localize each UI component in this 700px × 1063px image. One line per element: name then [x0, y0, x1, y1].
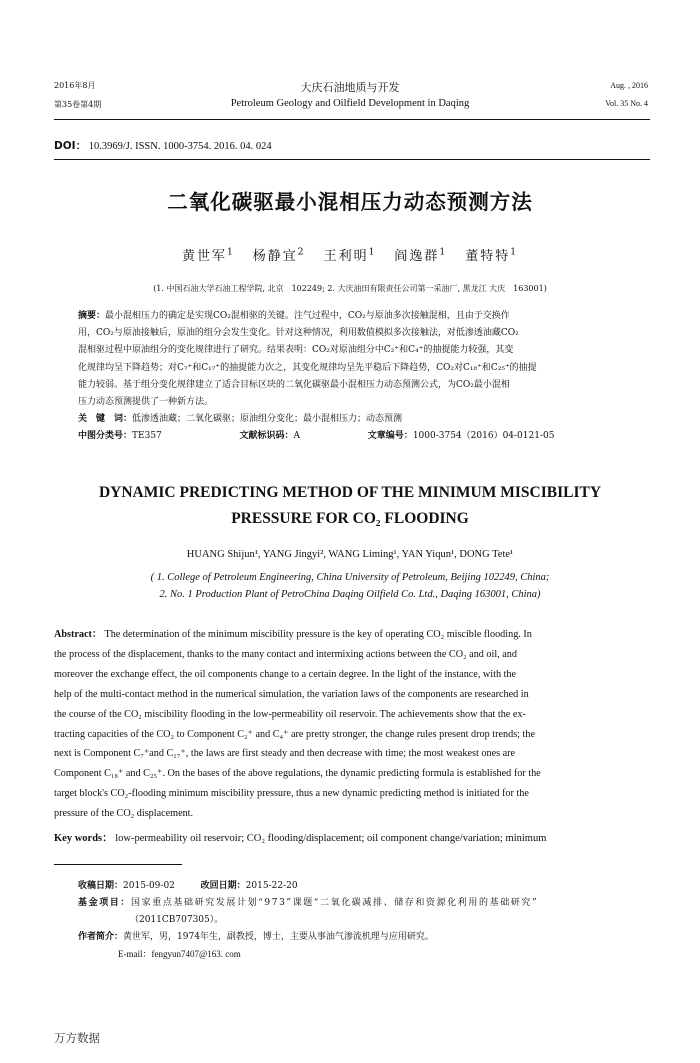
fund-line: 基金项目：国家重点基础研究发展计划“973”课题“二氧化碳减排、储存和资源化利用的基础研究”	[78, 898, 539, 908]
paper-title-en: DYNAMIC PREDICTING METHOD OF THE MINIMUM MISCIBILITY PRESSURE FOR CO₂ FLOODING	[98, 484, 602, 527]
journal-title-cn: 大庆石油地质与开发	[300, 81, 400, 94]
abstract-en-label: Abstract：	[54, 629, 103, 640]
author-cn-affiliation: 2	[297, 247, 306, 258]
abstract-en-line: Abstract： The determination of the minimum miscibility pressure is the key of operating CO₂ miscible flooding. In	[54, 629, 532, 640]
doi-rule	[54, 159, 650, 160]
abstract-en-line: next is Component C₇⁺and C₁₇⁺, the laws are first steady and then decrease with time; the most weakest ones are	[54, 748, 516, 760]
author-cn: 杨静宜$^2$	[252, 247, 306, 264]
author-email[interactable]: E-mail：fengyun7407@163. com	[118, 949, 241, 959]
authors-cn	[0, 245, 700, 264]
abstract-en	[54, 625, 650, 824]
author-cn: 黄世军$^1$	[181, 247, 235, 264]
keywords-cn-label: 关 键 词：	[78, 414, 133, 425]
journal-title-en: Petroleum Geology and Oilfield Development in Daqing	[230, 98, 470, 109]
author-cn: 董特特$^1$	[465, 247, 519, 264]
doi: DOI： 10.3969/J. ISSN. 1000-3754. 2016. 04. 024	[54, 140, 272, 152]
article-number: 1000-3754（2016）04-0121-05	[412, 431, 555, 442]
keywords-en-label: Key words：	[54, 833, 113, 844]
fund-number: （2011CB707305）。	[130, 915, 224, 925]
watermark: 万方数据	[54, 1031, 100, 1045]
abstract-en-line: the course of the CO₂ miscibility flooding in the low-permeability oil reservoir. The achievements show that the ex-	[54, 708, 526, 720]
header-date-en: Aug. , 2016	[610, 81, 648, 90]
received-date: 2015-09-02	[123, 881, 175, 891]
paper-title-cn: 二氧化碳驱最小混相压力动态预测方法	[167, 190, 533, 214]
header-volume-cn: 第35卷第4期	[54, 100, 102, 109]
abstract-cn-line: 能力较弱。基于组分变化规律建立了适合目标区块的二氧化碳驱最小混相压力动态预测公式，为CO₂最小混相	[78, 379, 510, 390]
clc-number: TE357	[132, 431, 162, 442]
abstract-cn-label: 摘要：	[78, 311, 106, 321]
abstract-cn-line: 化规律均呈下降趋势；对C₇⁺和C₁₇⁺的抽提能力次之，其变化规律均呈先平稳后下降趋势，CO₂对C₁₈⁺和C₂₅⁺的抽提	[78, 362, 537, 373]
revised-date: 2015-22-20	[245, 881, 298, 891]
abstract-cn	[78, 308, 620, 446]
header-rule	[54, 119, 650, 120]
abstract-cn-line: 压力动态预测提供了一种新方法。	[78, 397, 214, 408]
header-date-cn: 2016年8月	[54, 81, 96, 90]
keywords-en: Key words： low-permeability oil reservoir; CO₂ flooding/displacement; oil component change/variation; minimum	[54, 833, 547, 844]
keywords-cn: 关 键 词：低渗透油藏；二氧化碳驱；原油组分变化；最小混相压力；动态预测	[78, 414, 403, 425]
received-dates: 收稿日期：2015-09-02 改回日期：2015-22-20	[78, 881, 298, 891]
author-cn: 阎逸群$^1$	[394, 247, 448, 264]
classification-row: 中图分类号：TE357 文献标识码：A 文章编号：1000-3754（2016）04-0121-05	[78, 431, 555, 442]
author-bio: 作者简介：黄世军，男，1974年生，副教授，博士，主要从事油气渗流机理与应用研究。	[78, 932, 434, 942]
abstract-cn-line: 摘要：最小混相压力的确定是实现CO₂混相驱的关键。注气过程中，CO₂与原油多次接触混相，且由于交换作	[78, 311, 510, 321]
abstract-en-line: pressure of the CO₂ displacement.	[54, 808, 194, 820]
affiliation-cn: (1. 中国石油大学石油工程学院, 北京 102249; 2. 大庆油田有限责任公司第一采油厂, 黑龙江 大庆 163001)	[153, 284, 547, 293]
authors-en: HUANG Shijun¹, YANG Jingyi², WANG Liming¹, YAN Yiqun¹, DONG Tete¹	[186, 549, 514, 560]
abstract-en-line: moreover the exchange effect, the oil components change to a certain degree. In the light of the instance, with the	[54, 668, 517, 680]
footnote-rule	[54, 864, 182, 865]
author-cn-affiliation: 1	[368, 247, 377, 258]
affiliation-en: ( 1. College of Petroleum Engineering, China University of Petroleum, Beijing 102249, China; 2. No. 1 Production Plant of PetroChina Daqing Oilfield Co. Ltd., Daqing 163001, China)	[150, 572, 550, 600]
abstract-en-line: target block's CO₂-flooding minimum miscibility pressure, thus a new dynamic predicting method is initiated for the	[54, 788, 529, 800]
footnotes	[78, 878, 650, 963]
author-cn-affiliation: 1	[510, 247, 519, 258]
abstract-en-line: tracting capacities of the CO₂ to Component C₂⁺ and C₄⁺ are pretty stronger, the change rules present drop trends; the	[54, 728, 536, 740]
abstract-en-line: Component C₁₈⁺ and C₂₅⁺. On the bases of the above regulations, the dynamic predicting formula is established for the	[54, 768, 541, 780]
abstract-cn-line: 混相驱过程中原油组分的变化规律进行了研究。结果表明：CO₂对原油组分中C₂⁺和C₄⁺的抽提能力较强，其变	[78, 345, 514, 356]
author-cn-affiliation: 1	[226, 247, 235, 258]
abstract-en-line: the process of the displacement, thanks to the many contact and intermixing actions between the CO₂ and oil, and	[54, 648, 517, 660]
abstract-en-line: help of the multi-contact method in the numerical simulation, the variation laws of the components are researched in	[54, 688, 529, 700]
doi-value[interactable]: 10.3969/J. ISSN. 1000-3754. 2016. 04. 024	[88, 141, 272, 152]
author-cn: 王利明$^1$	[323, 247, 377, 264]
doc-code: A	[293, 431, 301, 442]
author-cn-affiliation: 1	[439, 247, 448, 258]
header-volume-en: Vol. 35 No. 4	[605, 99, 648, 108]
doi-label: DOI	[54, 140, 76, 152]
abstract-cn-line: 用，CO₂与原油接触后，原油的组分会发生变化。针对这种情况，利用数值模拟多次接触法，对低渗透油藏CO₂	[78, 328, 519, 339]
